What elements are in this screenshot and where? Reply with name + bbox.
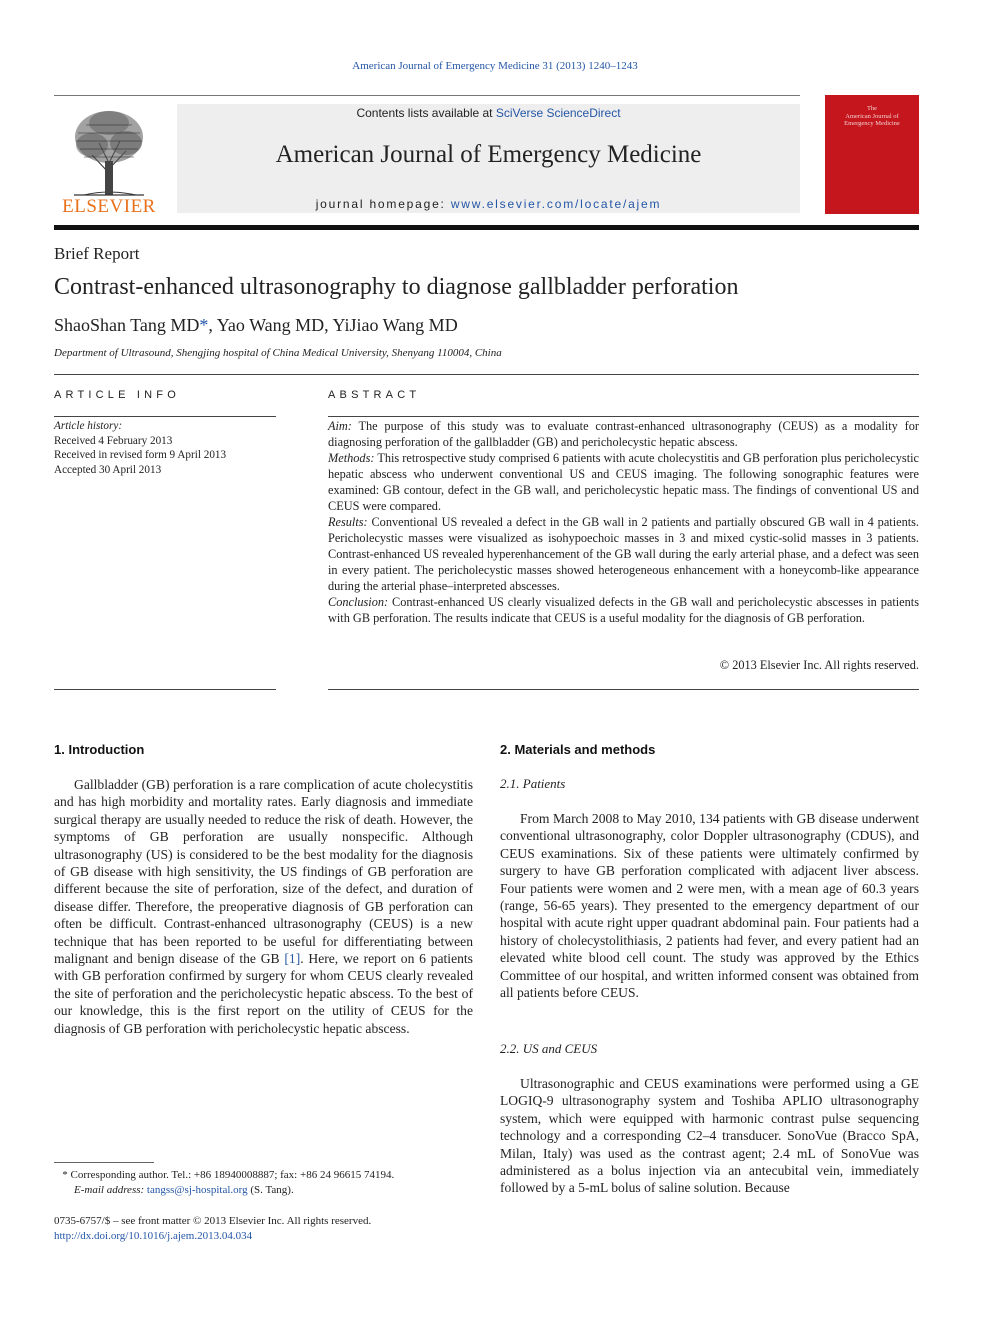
us-ceus-paragraph: Ultrasonographic and CEUS examinations were performed using a GE LOGIQ-9 ultrasonography system and Toshiba APLIO ultrasonography system, which were equipped with harmonic contrast pulse sequencing technology and a corresponding C2–4 transducer. SonoVue (Bracco SpA, Milan, Italy) was used as the contrast agent; 2.4 mL of SonoVue was administered as a bolus injection via an antecubital vein, immediately followed by a 5-mL bolus of saline solution. Because xyxy=(500,1076,919,1196)
article-info-bottom-rule xyxy=(54,689,276,690)
footer-ids xyxy=(54,1214,474,1243)
email-label: E-mail address: xyxy=(74,1184,147,1196)
methods-heading: 2. Materials and methods xyxy=(500,742,656,757)
methods-label: Methods: xyxy=(328,451,375,465)
patients-text xyxy=(500,810,919,1001)
cover-title xyxy=(825,105,919,128)
abstract-aim xyxy=(328,418,919,450)
introduction-heading: 1. Introduction xyxy=(54,742,145,757)
conclusion-text: Contrast-enhanced US clearly visualized defects in the GB wall and pericholecystic abscesses in patients with GB perforation. The results indicate that CEUS is a useful modality for the diagnosis of GB perforation. xyxy=(328,595,919,625)
homepage-line xyxy=(177,197,800,211)
journal-cover xyxy=(825,95,919,214)
corresponding-author-mark[interactable]: * xyxy=(199,315,209,335)
methods-text: This retrospective study comprised 6 patients with acute cholecystitis and GB perforation plus pericholecystic hepatic abscess who underwent conventional US and CEUS imaging. The following sonographic features were examined: GB contour, defect in the GB wall, and pericholecystic hepatic mass. The findings of conventional US and CEUS were compared. xyxy=(328,451,919,513)
abstract-conclusion xyxy=(328,594,919,626)
header-divider xyxy=(54,374,919,375)
contents-line xyxy=(177,106,800,120)
abstract-bottom-rule xyxy=(328,689,919,690)
article-history xyxy=(54,419,276,477)
accepted-date: Accepted 30 April 2013 xyxy=(54,463,162,476)
footnote-phone-fax: Corresponding author. Tel.: +86 18940008887; fax: +86 24 96615 74194. xyxy=(67,1169,395,1181)
results-label: Results: xyxy=(328,515,368,529)
author-name: ShaoShan Tang MD xyxy=(54,315,200,335)
patients-paragraph: From March 2008 to May 2010, 134 patients with GB disease underwent conventional ultrasonography, color Doppler ultrasonography (CDUS), and CEUS examinations. Six of these patients were ultimately confirmed by surgery to have GB perforation complicated with adjacent liver abscess. Four patients were women and 2 were men, with a mean age of 60.3 years (range, 56-65 years). They presented to the emergency department of our hospital with acute right upper quadrant abdominal pain. Four patients had a history of cholecystolithiasis, 2 patients had fever, and every patient had an elevated white blood cell count. The study was approved by the Ethics Committee of our hospital, and written informed consent was obtained from all patients before CEUS. xyxy=(500,811,919,1001)
sciencedirect-link[interactable]: SciVerse ScienceDirect xyxy=(495,106,621,120)
journal-citation[interactable]: American Journal of Emergency Medicine 31 (2013) 1240–1243 xyxy=(352,60,638,72)
cover-title-line: Emergency Medicine xyxy=(844,120,900,127)
footnote-contact xyxy=(54,1168,474,1183)
aim-label: Aim: xyxy=(328,419,352,433)
us-ceus-heading: 2.2. US and CEUS xyxy=(500,1041,598,1056)
intro-text-part1: Gallbladder (GB) perforation is a rare complication of acute cholecystitis and has high morbidity and mortality rates. Early diagnosis and immediate surgical therapy are usually needed to reduce the risk of death. However, the symptoms of GB perforation are usually nonspecific. Although ultrasonography (US) is considered to be the best modality for the diagnosis of GB disease with high sensitivity, the US findings of GB perforation are different because the site of perforation, size of the defect, and duration of disease differ. Therefore, the preoperative diagnosis of GB perforation can often be difficult. Contrast-enhanced ultrasonography (CEUS) is a new technique that has been reported to be useful for differentiating between malignant and benign disease of the GB xyxy=(54,777,473,967)
elsevier-wordmark: ELSEVIER xyxy=(62,196,156,217)
homepage-prefix: journal homepage: xyxy=(315,197,451,211)
email-link[interactable]: tangss@sj-hospital.org xyxy=(146,1184,248,1196)
homepage-link[interactable]: www.elsevier.com/locate/ajem xyxy=(450,197,662,211)
article-info-rule xyxy=(54,416,276,417)
article-info-heading: ARTICLE INFO xyxy=(54,389,180,401)
footnote-email xyxy=(54,1183,474,1198)
history-label: Article history: xyxy=(54,420,123,432)
contents-prefix: Contents lists available at xyxy=(356,106,496,120)
email-suffix: (S. Tang). xyxy=(247,1184,294,1196)
header-thick-rule xyxy=(54,225,919,230)
cover-title-line: The xyxy=(866,105,878,112)
footnote-rule xyxy=(54,1162,154,1163)
masthead-top-rule xyxy=(54,95,800,96)
us-ceus-text xyxy=(500,1075,919,1197)
doi-link[interactable]: http://dx.doi.org/10.1016/j.ajem.2013.04.034 xyxy=(54,1229,253,1242)
abstract-copyright: © 2013 Elsevier Inc. All rights reserved. xyxy=(719,658,919,672)
footnote-star: * xyxy=(62,1169,68,1181)
aim-text: The purpose of this study was to evaluate contrast-enhanced ultrasonography (CEUS) as a modality for diagnosing perforation of the gallbladder (GB) and pericholecystic hepatic abscess. xyxy=(328,419,919,449)
reference-link[interactable]: [1] xyxy=(284,951,301,967)
article-title: Contrast-enhanced ultrasonography to diagnose gallbladder perforation xyxy=(54,274,739,300)
abstract-results xyxy=(328,514,919,594)
cover-title-line: American Journal of xyxy=(845,112,899,120)
issn-line: 0735-6757/$ – see front matter © 2013 Elsevier Inc. All rights reserved. xyxy=(54,1215,372,1227)
abstract-rule xyxy=(328,416,919,417)
conclusion-label: Conclusion: xyxy=(328,595,389,609)
results-text: Conventional US revealed a defect in the GB wall in 2 patients and partially obscured GB wall in 4 patients. Pericholecystic masses were visualized as isohypoechoic masses in 3 and mixed cystic-solid masses in 3 patients. Contrast-enhanced US revealed hyperenhancement of the GB wall during the early arterial phase, and a defect was seen in every patient. The pericholecystic masses showed heterogeneous enhancement with a honeycomb-like appearance during the arterial phase–interpreted abscesses. xyxy=(328,515,919,593)
article-type: Brief Report xyxy=(54,244,140,263)
abstract-heading: ABSTRACT xyxy=(328,389,421,401)
intro-text-part2: . Here, we report on 6 patients with GB perforation confirmed by surgery for whom CEUS clearly revealed the site of perforation and the pericholecystic hepatic abscess. To the best of our knowledge, this is the first report on the utility of CEUS for the diagnosis of GB perforation with pericholecystic hepatic abscess. xyxy=(54,951,473,1036)
received-date: Received 4 February 2013 xyxy=(54,434,173,447)
co-authors: , Yao Wang MD, YiJiao Wang MD xyxy=(208,315,458,335)
abstract-methods xyxy=(328,450,919,514)
affiliation: Department of Ultrasound, Shengjing hospital of China Medical University, Shenyang 110004, China xyxy=(54,347,502,359)
abstract-body xyxy=(328,418,919,626)
patients-heading: 2.1. Patients xyxy=(500,776,566,791)
introduction-text xyxy=(54,776,473,1037)
authors xyxy=(54,315,458,336)
corresponding-footnote xyxy=(54,1168,474,1198)
journal-name: American Journal of Emergency Medicine xyxy=(275,141,702,168)
revised-date: Received in revised form 9 April 2013 xyxy=(54,449,227,461)
